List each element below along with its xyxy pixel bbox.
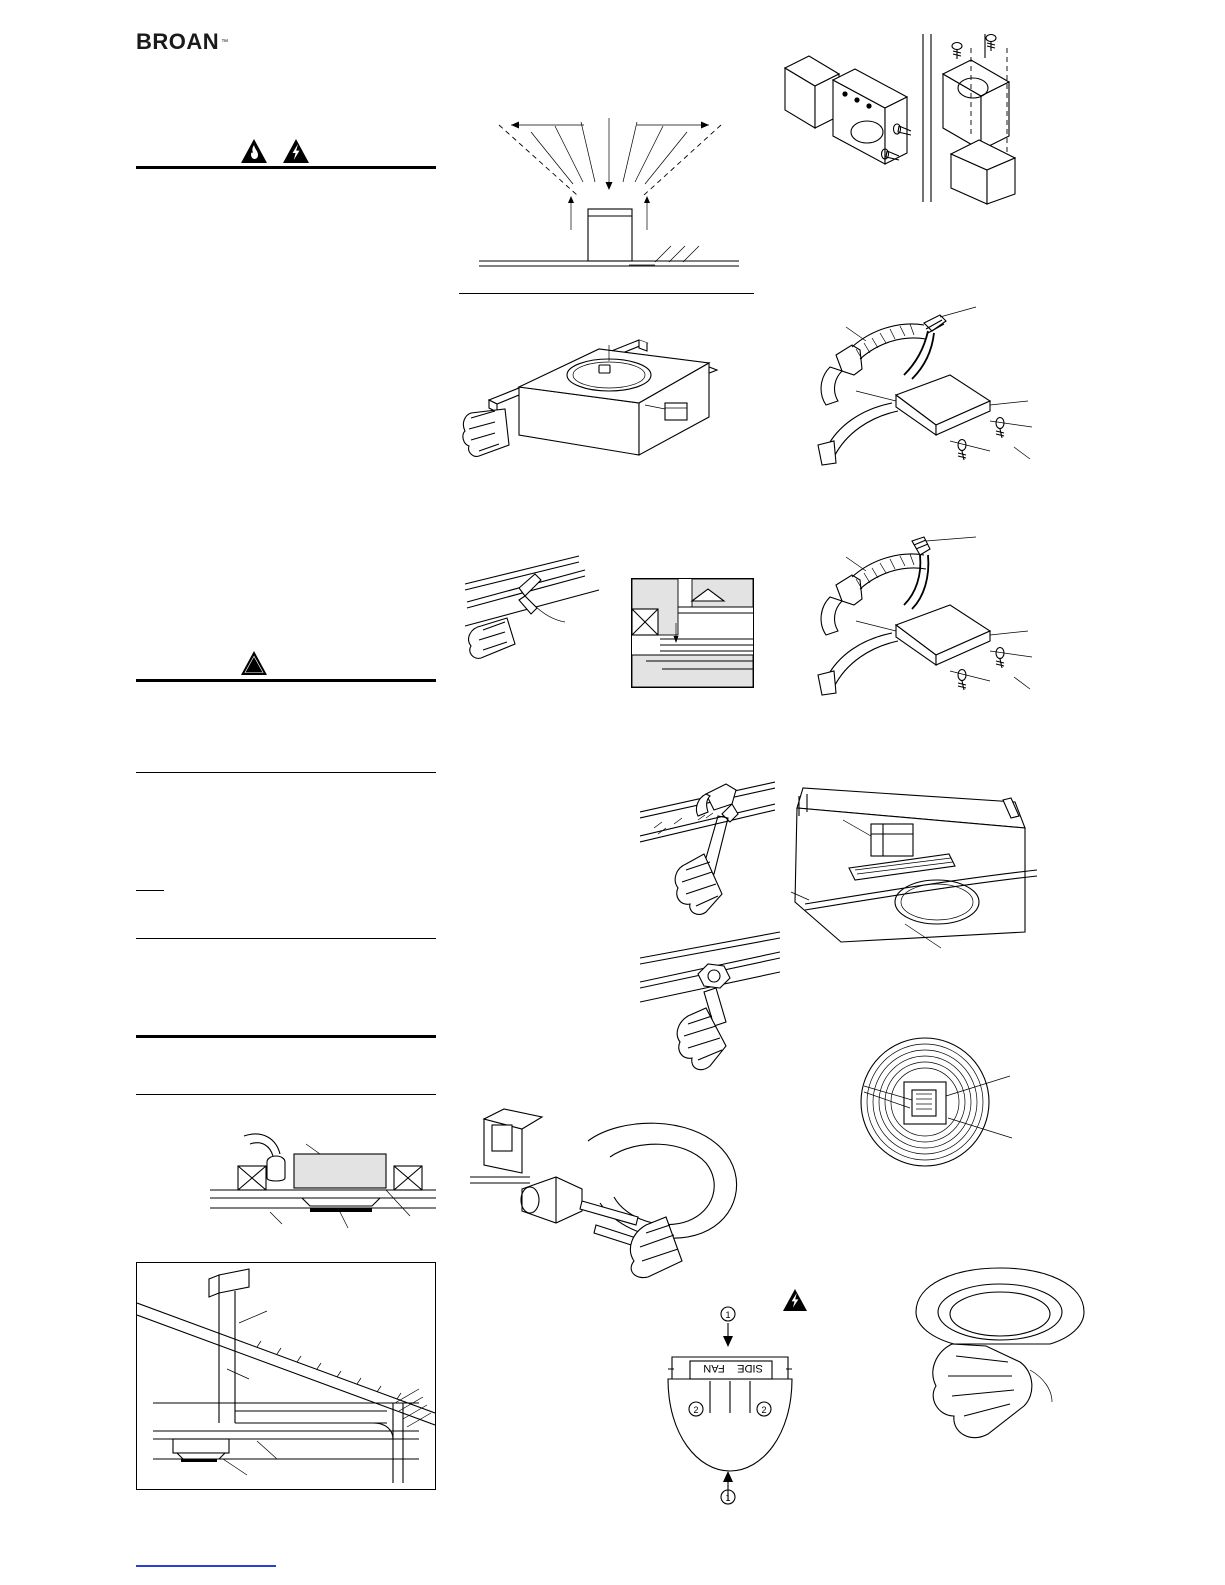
short-underline xyxy=(136,890,164,891)
svg-text:1: 1 xyxy=(725,1310,731,1320)
housing-underside-diagram xyxy=(785,782,1045,967)
svg-text:2: 2 xyxy=(761,1405,767,1415)
grille-damper-detail xyxy=(830,1030,1030,1180)
brand-trademark: ™ xyxy=(221,38,229,46)
brand-logo-text: BROAN xyxy=(136,29,220,54)
bracket-mount-diagram xyxy=(775,28,1065,208)
warning-icon-group xyxy=(240,138,310,169)
section-rule-4 xyxy=(136,1094,436,1095)
ceiling-cut-diagram xyxy=(459,548,624,678)
wiring-connection-diagram-2 xyxy=(800,535,1060,710)
clearance-diagram xyxy=(459,90,759,280)
brand-logo xyxy=(136,29,229,54)
fan-label: FAN xyxy=(703,1362,725,1374)
caution-rule xyxy=(136,679,436,682)
figure-rule-top xyxy=(459,293,754,294)
section-rule-2 xyxy=(136,938,436,939)
roof-vent-cross-section xyxy=(136,1262,436,1490)
ceiling-cross-section xyxy=(210,1120,436,1235)
hammer-nail-diagram xyxy=(640,778,775,918)
wrench-tighten-diagram xyxy=(640,930,780,1075)
caution-triangle-icon xyxy=(240,650,268,681)
section-rule-3 xyxy=(136,1035,436,1038)
svg-text:2: 2 xyxy=(693,1405,699,1415)
side-label: SIDE xyxy=(737,1362,763,1374)
grille-install-diagram xyxy=(900,1260,1100,1450)
section-rule-1 xyxy=(136,772,436,773)
svg-text:1: 1 xyxy=(725,1493,731,1503)
electric-shock-warning-icon xyxy=(282,138,310,164)
duct-connector-diagram xyxy=(470,1105,770,1280)
blower-fan-side-diagram xyxy=(640,1305,820,1505)
flame-warning-icon xyxy=(240,138,268,164)
footer-link-underline[interactable] xyxy=(136,1565,276,1567)
wiring-connection-diagram-1 xyxy=(800,305,1060,480)
warning-rule-top xyxy=(136,166,436,169)
housing-hanger-bars-diagram xyxy=(459,305,759,470)
joist-section-detail xyxy=(631,578,754,688)
